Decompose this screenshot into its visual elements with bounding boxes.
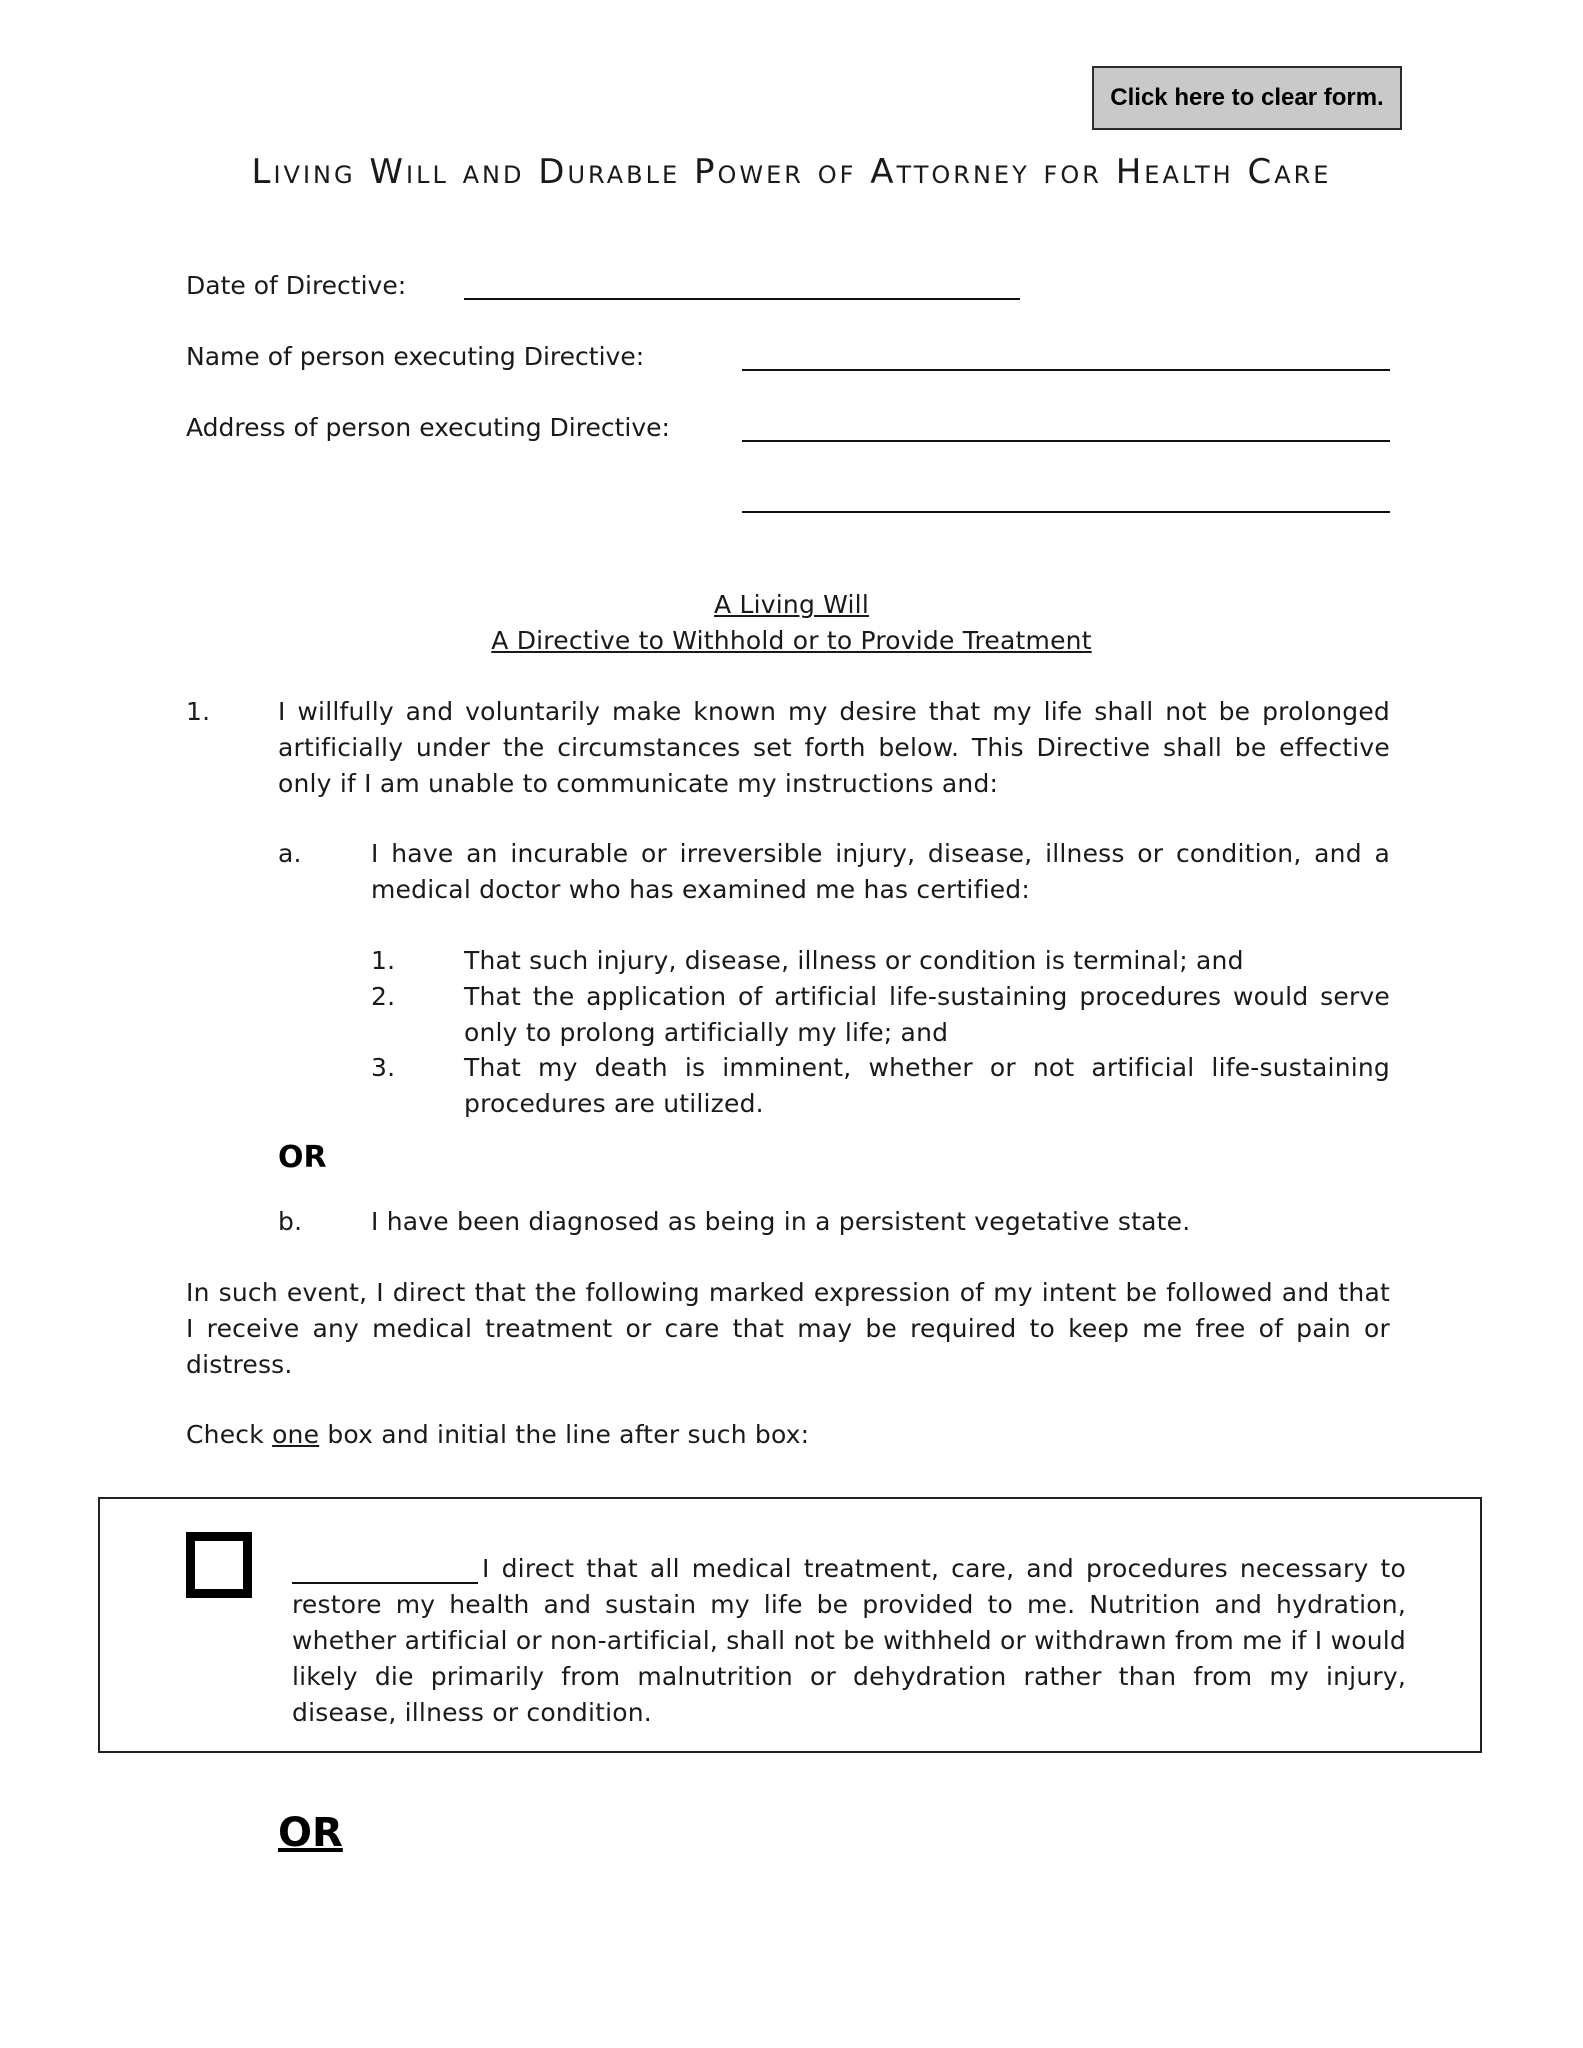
address-label: Address of person executing Directive: bbox=[186, 413, 670, 442]
date-of-directive-field[interactable] bbox=[464, 298, 1020, 300]
clear-form-button[interactable]: Click here to clear form. bbox=[1092, 66, 1402, 130]
subitem-3-number: 3. bbox=[371, 1053, 396, 1082]
option-1-checkbox[interactable] bbox=[186, 1532, 252, 1598]
check-instruction bbox=[186, 1417, 809, 1453]
date-of-directive-label: Date of Directive: bbox=[186, 271, 407, 300]
subitem-1-text: That such injury, disease, illness or condition is terminal; and bbox=[464, 946, 1244, 975]
or-separator-large: OR bbox=[278, 1810, 343, 1856]
section-heading: A Living Will bbox=[714, 590, 869, 619]
item-a-letter: a. bbox=[278, 839, 302, 868]
option-1-text: I direct that all medical treatment, care, and procedures necessary to restore my health and sustain my life be provided to me. Nutrition and hydration, whether artificial or non-artificial, shall not be withheld or withdrawn from me if I would likely die primarily from malnutrition or dehydration rather than from my injury, disease, illness or condition. bbox=[292, 1554, 1406, 1727]
check-instruction-emphasis: one bbox=[272, 1420, 320, 1449]
section-subheading: A Directive to Withhold or to Provide Treatment bbox=[491, 626, 1092, 655]
item-1-number: 1. bbox=[186, 697, 211, 726]
or-separator: OR bbox=[278, 1140, 327, 1175]
subitem-1-number: 1. bbox=[371, 946, 396, 975]
name-label: Name of person executing Directive: bbox=[186, 342, 645, 371]
item-1-text: I willfully and voluntarily make known my desire that my life shall not be prolonged artificially under the circumstances set forth below. This Directive shall be effective only if I am unable to communicate my instructions and: bbox=[278, 697, 1390, 798]
address-field-line-1[interactable] bbox=[742, 440, 1390, 442]
item-b-letter: b. bbox=[278, 1207, 303, 1236]
check-instruction-before: Check bbox=[186, 1420, 273, 1449]
address-field-line-2[interactable] bbox=[742, 511, 1390, 513]
subitem-3-text: That my death is imminent, whether or not artificial life-sustaining procedures are utilized. bbox=[464, 1053, 1390, 1118]
check-instruction-after: box and initial the line after such box: bbox=[319, 1420, 810, 1449]
item-a-text: I have an incurable or irreversible injury, disease, illness or condition, and a medical doctor who has examined me has certified: bbox=[371, 839, 1390, 904]
document-title: Living Will and Durable Power of Attorney for Health Care bbox=[251, 152, 1332, 192]
subitem-2-number: 2. bbox=[371, 982, 396, 1011]
subitem-2-text: That the application of artificial life-sustaining procedures would serve only to prolong artificially my life; and bbox=[464, 982, 1390, 1047]
name-field[interactable] bbox=[742, 369, 1390, 371]
item-b-text: I have been diagnosed as being in a persistent vegetative state. bbox=[371, 1207, 1191, 1236]
event-paragraph: In such event, I direct that the following marked expression of my intent be followed and that I receive any medical treatment or care that may be required to keep me free of pain or distress. bbox=[186, 1278, 1390, 1379]
